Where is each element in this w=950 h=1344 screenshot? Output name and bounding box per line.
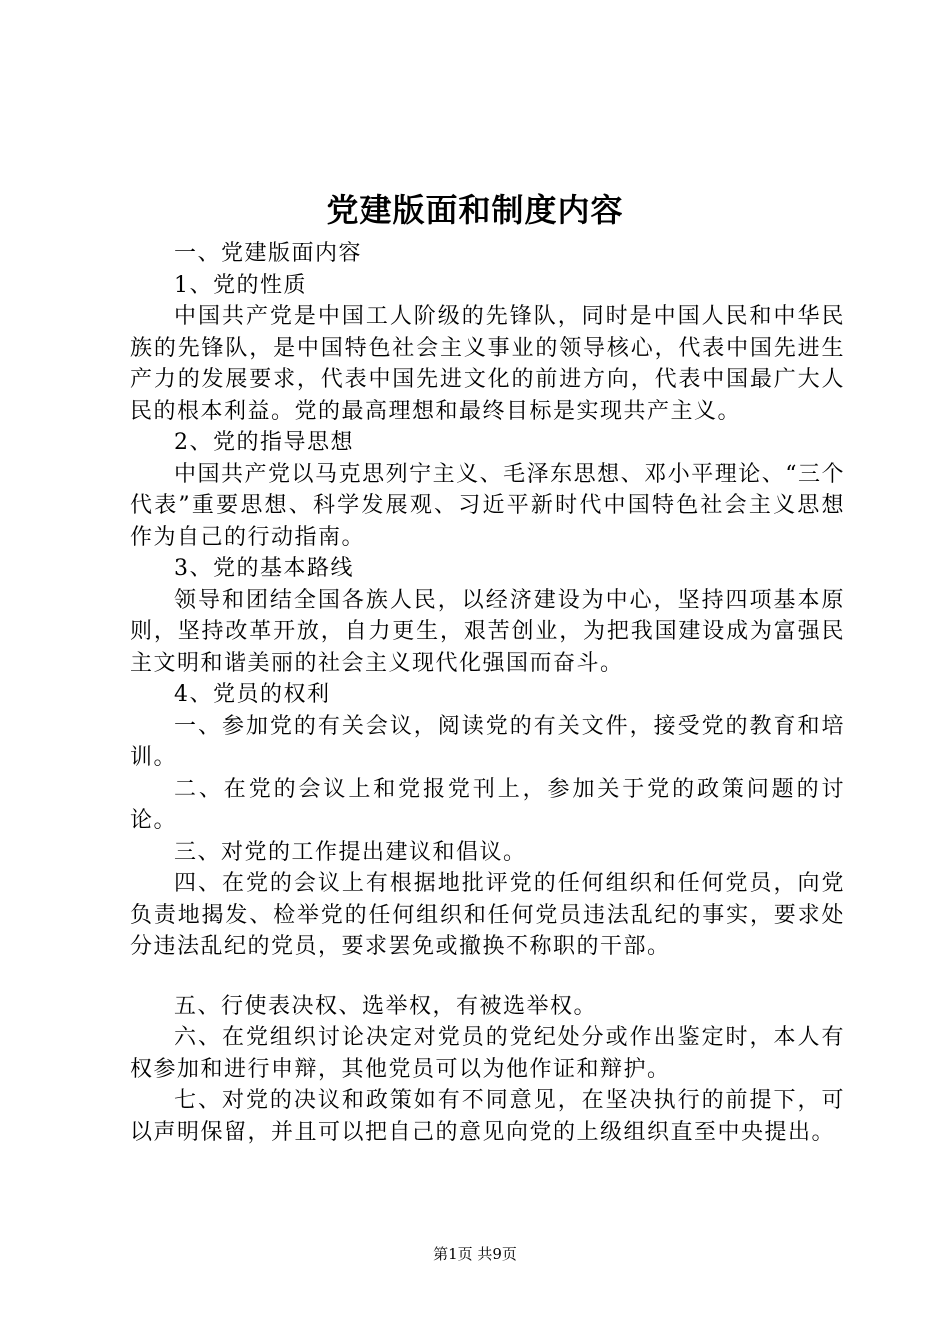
section-heading: 一、党建版面内容 xyxy=(174,241,363,266)
paragraph-guiding-thought: 中国共产党以马克思列宁主义、毛泽东思想、邓小平理论、“三个代表”重要思想、科学发展观、习近平新时代中国特色社会主义思想作为自己的行动指南。 xyxy=(130,461,845,550)
paragraph-right-7: 七、对党的决议和政策如有不同意见，在坚决执行的前提下，可以声明保留，并且可以把自己的意见向党的上级组织直至中央提出。 xyxy=(130,1088,845,1145)
subsection-heading-basic-line: 3、党的基本路线 xyxy=(174,556,354,581)
paragraph-right-3: 三、对党的工作提出建议和倡议。 xyxy=(174,839,527,865)
document-title: 党建版面和制度内容 xyxy=(326,191,624,229)
paragraph-basic-line: 领导和团结全国各族人民，以经济建设为中心，坚持四项基本原则，坚持改革开放，自力更生，艰苦创业，为把我国建设成为富强民主文明和谐美丽的社会主义现代化强国而奋斗。 xyxy=(130,587,845,676)
document-body xyxy=(130,238,845,1148)
paragraph-right-5: 五、行使表决权、选举权，有被选举权。 xyxy=(174,993,598,1019)
paragraph-right-1: 一、参加党的有关会议，阅读党的有关文件，接受党的教育和培训。 xyxy=(130,713,845,770)
paragraph-party-nature: 中国共产党是中国工人阶级的先锋队，同时是中国人民和中华民族的先锋队，是中国特色社会主义事业的领导核心，代表中国先进生产力的发展要求，代表中国先进文化的前进方向，代表中国最广大人民的根本利益。党的最高理想和最终目标是实现共产主义。 xyxy=(130,304,845,424)
page-footer: 第1页 共9页 xyxy=(433,1245,517,1263)
subsection-heading-nature: 1、党的性质 xyxy=(174,272,307,298)
paragraph-right-2: 二、在党的会议上和党报党刊上，参加关于党的政策问题的讨论。 xyxy=(130,776,845,833)
paragraph-right-4: 四、在党的会议上有根据地批评党的任何组织和任何党员，向党负责地揭发、检举党的任何组织和任何党员违法乱纪的事实，要求处分违法乱纪的党员，要求罢免或撤换不称职的干部。 xyxy=(130,871,845,959)
subsection-heading-member-rights: 4、党员的权利 xyxy=(174,682,331,707)
subsection-heading-guiding-thought: 2、党的指导思想 xyxy=(174,430,354,455)
paragraph-right-6: 六、在党组织讨论决定对党员的党纪处分或作出鉴定时，本人有权参加和进行申辩，其他党员可以为他作证和辩护。 xyxy=(130,1025,845,1082)
